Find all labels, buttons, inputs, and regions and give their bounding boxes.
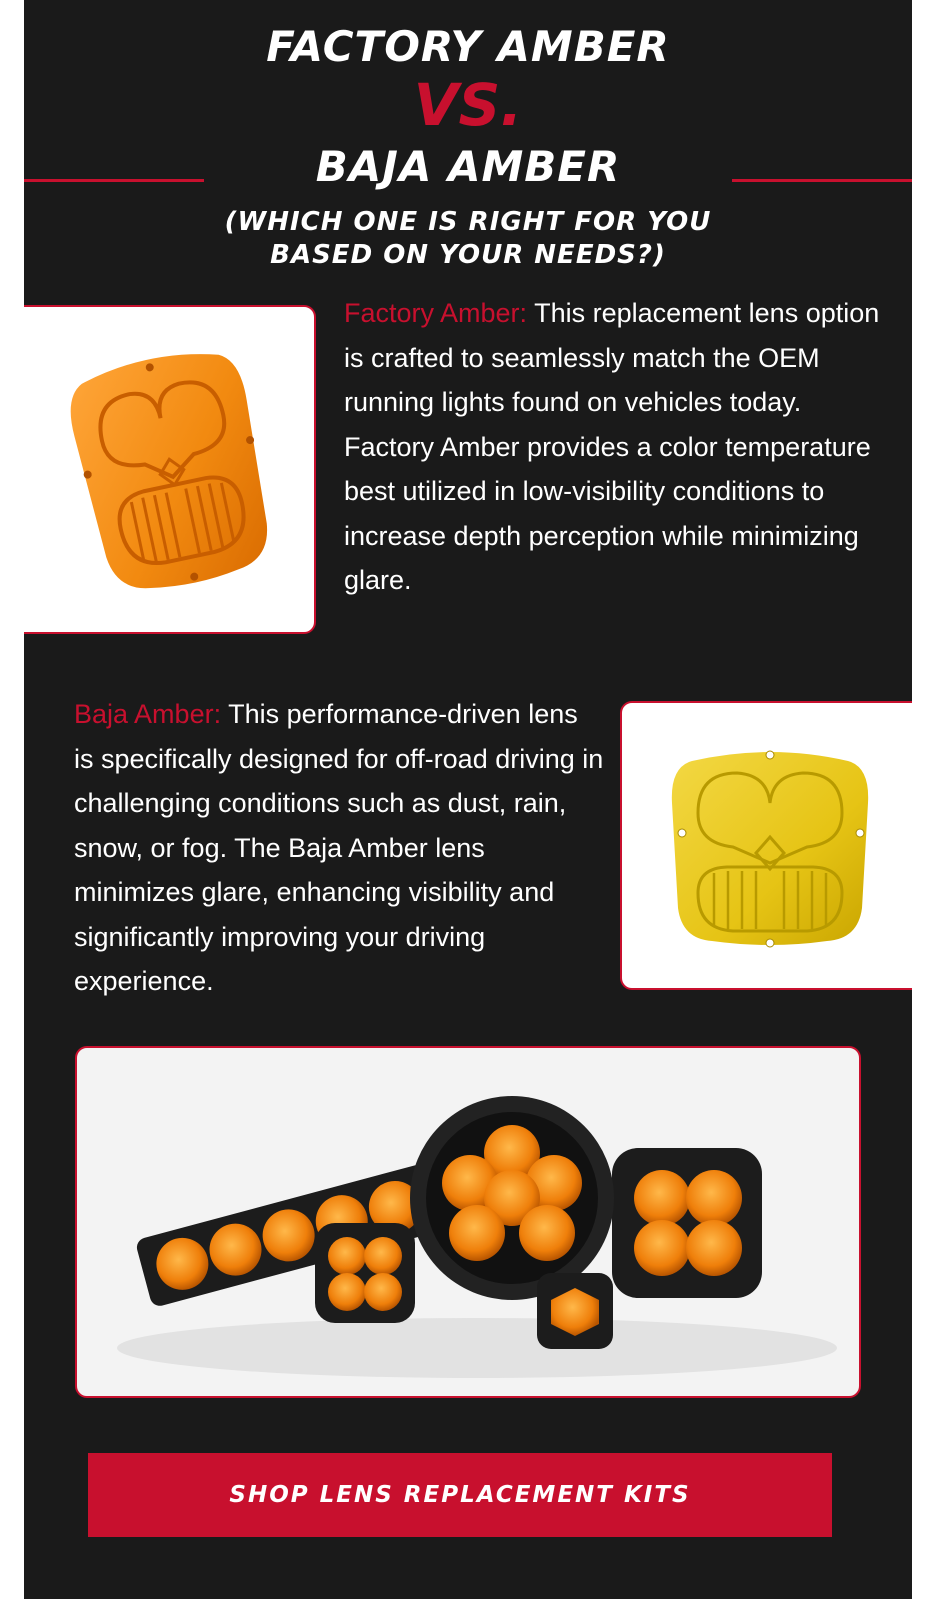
shop-lens-replacement-kits-button[interactable]: SHOP LENS REPLACEMENT KITS bbox=[88, 1453, 832, 1537]
factory-amber-text: This replacement lens option is crafted to seamlessly match the OEM running lights found on vehicles today. Factory Amber provides a color temperature best utilized in low-visibility conditions to increase depth perception while minimizing glare. bbox=[344, 298, 880, 595]
factory-amber-description bbox=[344, 291, 889, 603]
light-lineup-icon bbox=[77, 1048, 861, 1398]
subheadline bbox=[24, 206, 912, 272]
baja-amber-lens-image bbox=[620, 701, 912, 990]
subheadline-line-2: BASED ON YOUR NEEDS?) bbox=[270, 240, 666, 270]
baja-amber-text: This performance-driven lens is specifically designed for off-road driving in challenging conditions such as dust, rain, snow, or fog. The Baja Amber lens minimizes glare, enhancing visibility and significantly improving your driving experience. bbox=[74, 699, 604, 996]
subheadline-line-1: (WHICH ONE IS RIGHT FOR YOU bbox=[224, 207, 712, 237]
divider-right bbox=[732, 179, 912, 182]
baja-amber-lens-icon bbox=[622, 703, 912, 990]
factory-amber-lens-icon bbox=[24, 307, 316, 634]
headline-baja-amber: BAJA AMBER bbox=[315, 142, 621, 191]
baja-amber-label: Baja Amber: bbox=[74, 699, 222, 729]
factory-amber-lens-image bbox=[24, 305, 316, 634]
headline-vs: VS. bbox=[413, 71, 523, 139]
email-body bbox=[24, 0, 912, 1599]
product-lineup-image bbox=[75, 1046, 861, 1398]
factory-amber-label: Factory Amber: bbox=[344, 298, 528, 328]
baja-amber-description bbox=[74, 692, 604, 1004]
headline-factory-amber: FACTORY AMBER bbox=[266, 22, 670, 71]
